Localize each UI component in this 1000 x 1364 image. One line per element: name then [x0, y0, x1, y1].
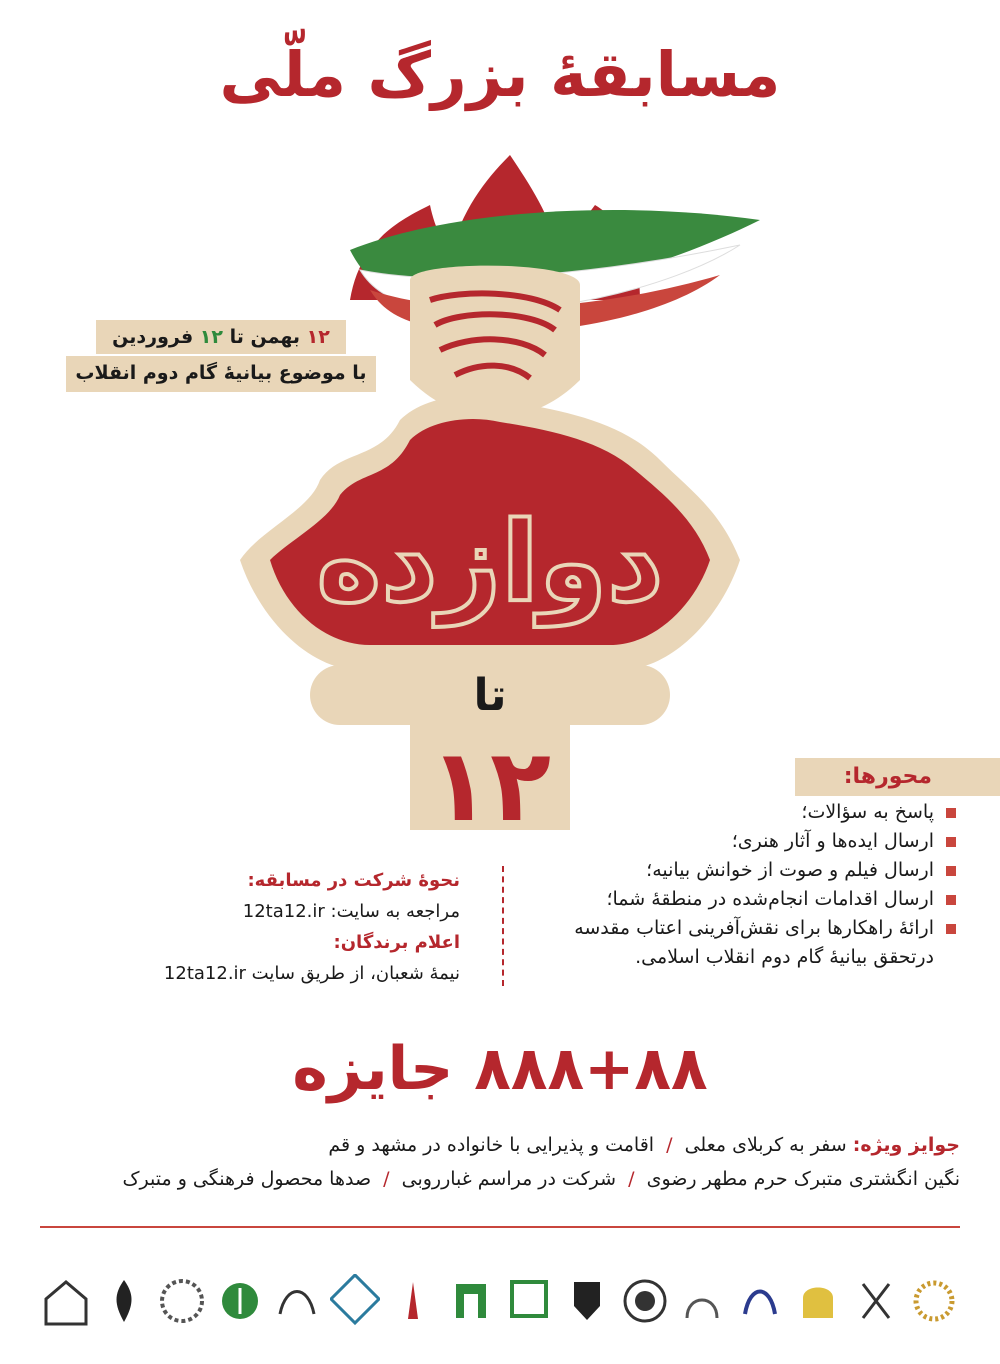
emblem-number: ۱۲	[428, 727, 552, 840]
bullet-icon	[946, 808, 956, 818]
bullet-icon	[946, 924, 956, 934]
participation-text: مراجعه به سایت: 12ta12.ir	[242, 901, 460, 922]
special-prizes-line-2: نگین انگشتری متبرک حرم مطهر رضوی / شرکت در مراسم غبارروبی / صدها محصول فرهنگی و متبرک	[122, 1168, 960, 1190]
bullet-icon	[946, 837, 956, 847]
bullet-icon	[946, 895, 956, 905]
axes-heading: محورها:	[843, 764, 932, 789]
date-end-number: ۱۲	[199, 326, 223, 348]
axes-item: ارسال فیلم و صوت از خوانش بیانیه؛	[520, 856, 956, 885]
dates-box	[96, 320, 346, 354]
axes-item-continuation: درتحقق بیانیهٔ گام دوم انقلاب اسلامی.	[635, 946, 934, 968]
special-prizes-label: جوایز ویژه:	[852, 1134, 960, 1156]
sponsor-logo	[98, 1271, 150, 1331]
participation-heading: نحوهٔ شرکت در مسابقه:	[247, 870, 460, 891]
sponsor-logo	[850, 1271, 902, 1331]
sponsor-logo	[329, 1271, 381, 1331]
sponsor-logo	[561, 1271, 613, 1331]
prize-title: ۸۸۸+۸۸ جایزه	[292, 1034, 708, 1104]
sponsor-logo	[271, 1271, 323, 1331]
participation-block	[80, 866, 460, 990]
special-prizes	[40, 1128, 960, 1196]
emblem-calligraphy: دوازده	[316, 498, 664, 626]
sponsor-logo	[214, 1271, 266, 1331]
axes-item: ارسال ایده‌ها و آثار هنری؛	[520, 827, 956, 856]
sponsor-logo	[445, 1271, 497, 1331]
sponsor-logo	[676, 1271, 728, 1331]
special-prizes-line-1: جوایز ویژه: سفر به کربلای معلی / اقامت و پذیرایی با خانواده در مشهد و قم	[328, 1134, 960, 1156]
sponsor-logo	[387, 1271, 439, 1331]
sponsor-logo	[792, 1271, 844, 1331]
sponsor-logos	[40, 1266, 960, 1336]
winners-text: نیمهٔ شعبان، از طریق سایت 12ta12.ir	[163, 963, 460, 984]
date-start-number: ۱۲	[306, 326, 330, 348]
sponsor-logo	[908, 1271, 960, 1331]
sponsor-logo	[619, 1271, 671, 1331]
sponsor-logo	[156, 1271, 208, 1331]
bullet-icon	[946, 866, 956, 876]
footer-divider	[40, 1226, 960, 1228]
sponsor-logo	[40, 1271, 92, 1331]
axes-item: پاسخ به سؤالات؛	[520, 798, 956, 827]
axes-list	[520, 798, 956, 972]
date-start-label: بهمن تا	[229, 326, 301, 348]
axes-item: ارسال اقدامات انجام‌شده در منطقهٔ شما؛	[520, 885, 956, 914]
page-title: مسابقهٔ بزرگ ملّی	[219, 38, 781, 111]
sponsor-logo	[503, 1271, 555, 1331]
axes-item: ارائهٔ راهکارها برای نقش‌آفرینی اعتاب مقدسه درتحقق بیانیهٔ گام دوم انقلاب اسلامی.	[520, 914, 956, 972]
topic-text: با موضوع بیانیهٔ گام دوم انقلاب	[75, 362, 367, 384]
divider	[502, 866, 504, 986]
date-end-label: فروردین	[112, 326, 194, 348]
winners-heading: اعلام برندگان:	[333, 932, 460, 953]
sponsor-logo	[734, 1271, 786, 1331]
axes-heading-box	[795, 758, 1000, 796]
emblem-graphic	[200, 150, 780, 840]
topic-box	[66, 356, 376, 392]
emblem-ta: تا	[473, 670, 507, 721]
